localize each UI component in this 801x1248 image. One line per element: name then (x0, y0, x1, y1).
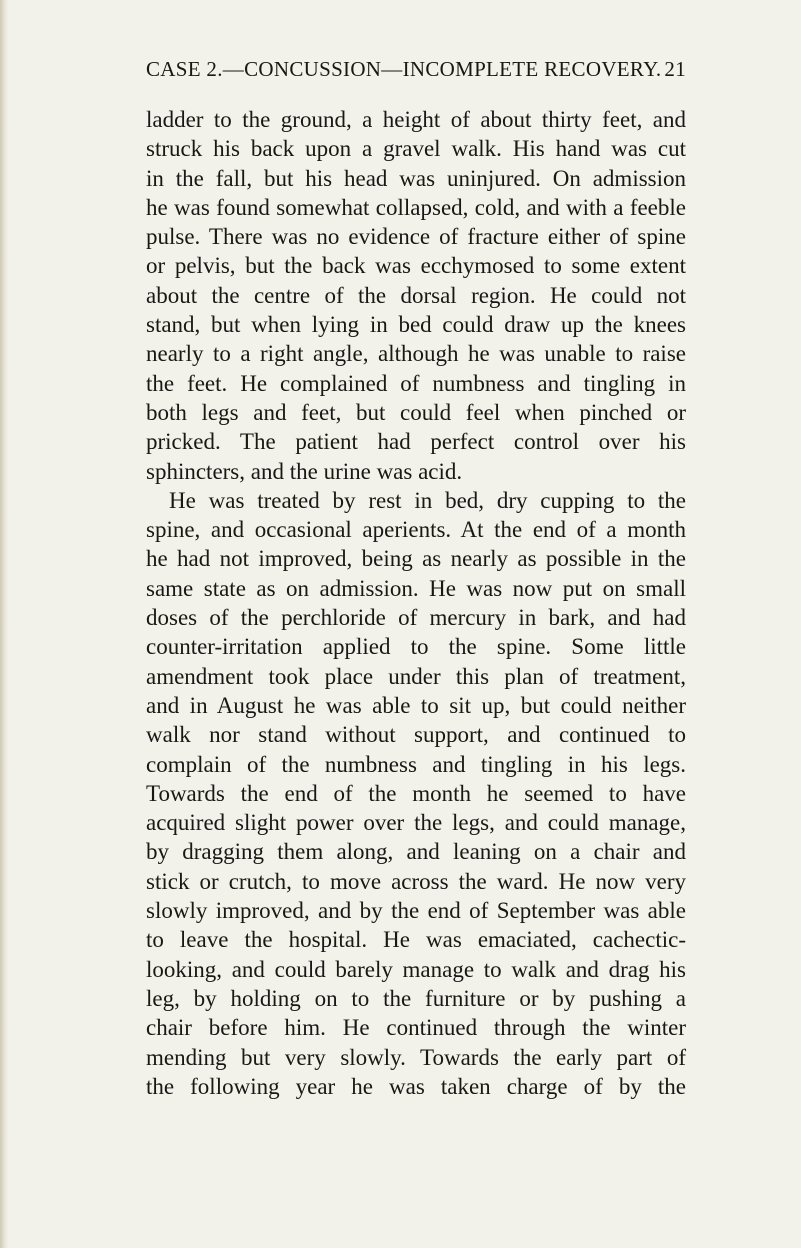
text-line: stick or crutch, to move across the ward. He now very (146, 868, 686, 894)
text-line: Towards the end of the month he seemed to have (146, 780, 686, 806)
text-line: and in August he was able to sit up, but could neither (146, 692, 686, 718)
text-line: or pelvis, but the back was ecchymosed to some extent (146, 253, 686, 279)
body-text (146, 105, 686, 1101)
text-line: by dragging them along, and leaning on a chair and (146, 839, 686, 865)
text-line: same state as on admission. He was now put on small (146, 575, 686, 601)
text-line: in the fall, but his head was uninjured. On admission (146, 165, 686, 191)
text-line: counter-irritation applied to the spine. Some little (146, 634, 686, 660)
text-line: chair before him. He continued through the winter (146, 1015, 686, 1041)
text-line: sphincters, and the urine was acid. (146, 458, 463, 484)
text-line: doses of the perchloride of mercury in bark, and had (146, 605, 686, 631)
text-line: slowly improved, and by the end of September was able (146, 898, 686, 924)
text-line: both legs and feet, but could feel when pinched or (146, 399, 686, 425)
running-title: CASE 2.—CONCUSSION—INCOMPLETE RECOVERY. (146, 57, 662, 81)
text-line: complain of the numbness and tingling in his legs. (146, 751, 686, 777)
text-line: walk nor stand without support, and continued to (146, 722, 686, 748)
text-line: the following year he was taken charge of by the (146, 1073, 686, 1099)
text-line: mending but very slowly. Towards the early part of (146, 1044, 686, 1070)
text-line: nearly to a right angle, although he was unable to raise (146, 341, 686, 367)
page-binding-edge (0, 0, 8, 1248)
text-line: pricked. The patient had perfect control over his (146, 429, 686, 455)
text-line: stand, but when lying in bed could draw up the knees (146, 312, 686, 338)
running-header (146, 57, 686, 82)
text-line: looking, and could barely manage to walk and drag his (146, 956, 686, 982)
text-line: about the centre of the dorsal region. He could not (146, 282, 686, 308)
text-line: he had not improved, being as nearly as possible in the (146, 546, 686, 572)
text-line: pulse. There was no evidence of fracture either of spine (146, 224, 686, 250)
text-line: he was found somewhat collapsed, cold, and with a feeble (146, 194, 686, 220)
text-line: ladder to the ground, a height of about thirty feet, and (146, 107, 686, 132)
text-line: to leave the hospital. He was emaciated, cachectic- (146, 927, 686, 953)
text-line: struck his back upon a gravel walk. His hand was cut (146, 136, 686, 162)
text-line: the feet. He complained of numbness and tingling in (146, 370, 686, 396)
page-number: 21 (664, 57, 686, 81)
text-line: amendment took place under this plan of treatment, (146, 663, 686, 689)
text-line: leg, by holding on to the furniture or by pushing a (146, 985, 686, 1011)
text-line: acquired slight power over the legs, and could manage, (146, 810, 686, 836)
text-line: He was treated by rest in bed, dry cupping to the (169, 487, 686, 513)
text-line: spine, and occasional aperients. At the end of a month (146, 517, 686, 543)
